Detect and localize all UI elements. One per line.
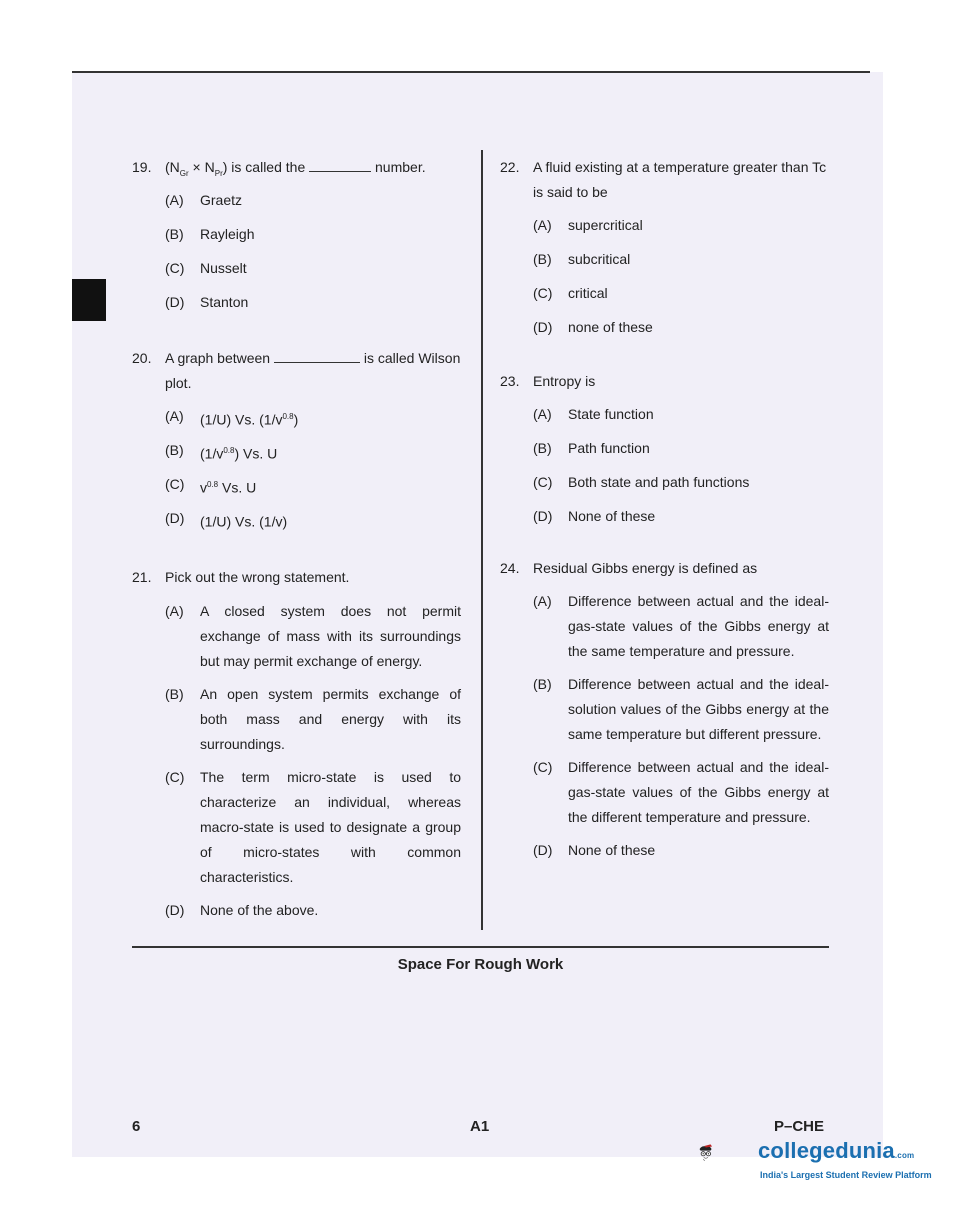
option-d[interactable]: (D) None of these <box>533 842 656 858</box>
option-d[interactable]: (D) None of these <box>533 508 656 524</box>
question-number: 22. <box>500 159 520 175</box>
option-c[interactable]: (C) The term micro-state is used to characterize an individual, whereas macro-state is used to designate a group of micro-states with common characteristics. <box>165 769 461 885</box>
answer-blank <box>309 157 371 172</box>
question-number: 19. <box>132 159 152 175</box>
option-a[interactable]: (A) (1/U) Vs. $(1/v^{0.8})$ <box>165 408 299 428</box>
option-c[interactable]: (C) Nusselt <box>165 260 247 276</box>
question-number: 21. <box>132 569 152 585</box>
scan-registration-mark <box>72 279 106 321</box>
question-number: 23. <box>500 373 520 389</box>
question-stem: Pick out the wrong statement. <box>165 569 350 585</box>
question-stem: A fluid existing at a temperature greater than Tc is said to be <box>533 159 827 200</box>
collegedunia-tagline: India's Largest Student Review Platform <box>760 1170 932 1180</box>
question-number: 24. <box>500 560 520 576</box>
option-a[interactable]: (A) supercritical <box>533 217 643 233</box>
option-b[interactable]: (B) Difference between actual and the ideal-solution values of the Gibbs energy at the same temperature but different pressure. <box>533 676 829 742</box>
question-20 <box>132 346 461 540</box>
column-divider <box>481 150 483 930</box>
question-stem: Entropy is <box>533 373 596 389</box>
option-d[interactable]: (D) none of these <box>533 319 653 335</box>
question-23 <box>500 369 829 538</box>
option-d[interactable]: (D) None of the above. <box>165 902 319 918</box>
collegedunia-logo-text: collegedunia.com <box>758 1138 915 1163</box>
question-24 <box>500 556 829 863</box>
option-b[interactable]: (B) Rayleigh <box>165 226 255 242</box>
question-number: 20. <box>132 350 152 366</box>
question-22 <box>500 155 829 349</box>
option-a[interactable]: (A) Difference between actual and the ideal-gas-state values of the Gibbs energy at the same temperature and pressure. <box>533 593 829 659</box>
question-stem: A graph between is called Wilson plot. <box>165 350 461 391</box>
page-top-rule <box>72 71 870 73</box>
question-19 <box>132 155 461 324</box>
option-b[interactable]: (B) $(1/v^{0.8})$ Vs. U <box>165 442 278 462</box>
option-d[interactable]: (D) Stanton <box>165 294 249 310</box>
rough-work-heading: Space For Rough Work <box>397 956 564 973</box>
option-b[interactable]: (B) Path function <box>533 440 650 456</box>
page-number: 6 <box>132 1118 141 1135</box>
subject-code: P–CHE <box>774 1118 825 1135</box>
left-column <box>132 155 461 923</box>
option-c[interactable]: (C) Difference between actual and the ideal-gas-state values of the Gibbs energy at the different temperature and pressure. <box>533 759 829 825</box>
option-a[interactable]: (A) State function <box>533 406 654 422</box>
option-b[interactable]: (B) subcritical <box>533 251 631 267</box>
right-column <box>500 155 829 863</box>
collegedunia-mascot-icon <box>698 1122 758 1184</box>
question-21 <box>132 565 461 923</box>
option-c[interactable]: (C) $v^{0.8}$ Vs. U <box>165 476 257 496</box>
booklet-code: A1 <box>470 1118 490 1135</box>
option-b[interactable]: (B) An open system permits exchange of both mass and energy with its surroundings. <box>165 686 461 752</box>
answer-blank <box>274 348 360 363</box>
option-d[interactable]: (D) (1/U) Vs. (1/v) <box>165 510 288 530</box>
bottom-rule <box>132 946 829 948</box>
option-c[interactable]: (C) Both state and path functions <box>533 474 750 490</box>
option-c[interactable]: (C) critical <box>533 285 608 301</box>
option-a[interactable]: (A) Graetz <box>165 192 243 208</box>
question-stem: $(N_{Gr} \times N_{Pr})$ is called the number. <box>165 159 426 178</box>
question-stem: Residual Gibbs energy is defined as <box>533 560 758 576</box>
option-a[interactable]: (A) A closed system does not permit exchange of mass with its surroundings but may permit exchange of energy. <box>165 603 461 669</box>
